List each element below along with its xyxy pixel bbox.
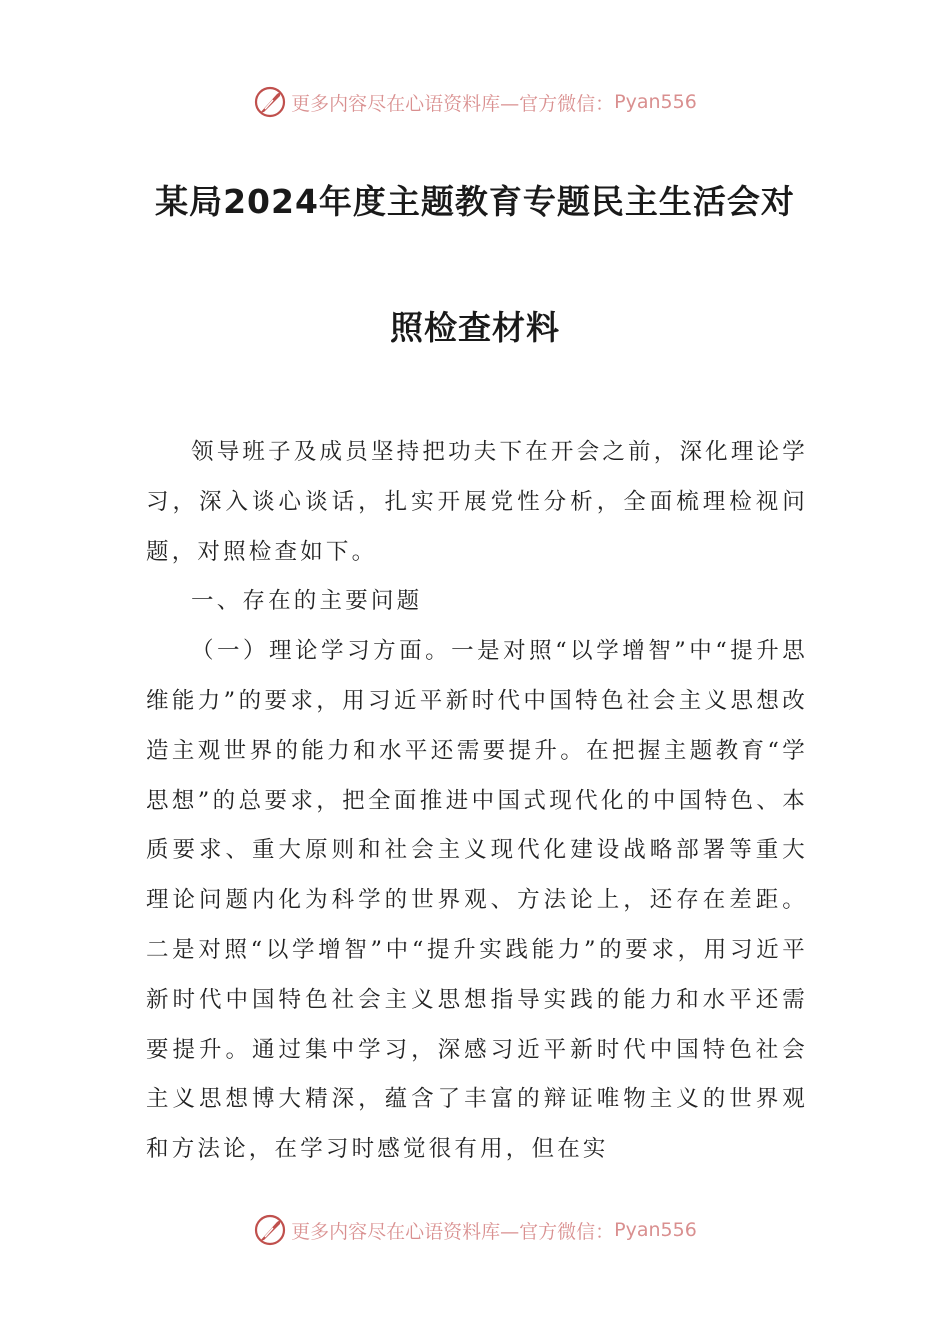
document-title-line-2: 照检查材料 <box>390 308 560 347</box>
section-heading: 一、存在的主要问题 <box>191 588 423 615</box>
header-watermark <box>0 82 950 122</box>
document-body <box>146 428 808 1175</box>
quill-logo-icon <box>253 85 287 119</box>
document-title-line-1: 某局2024年度主题教育专题民主生活会对 <box>155 182 795 221</box>
quill-logo-icon <box>253 1213 287 1247</box>
watermark-wechat-id: Pyan556 <box>614 91 697 113</box>
watermark-text: 更多内容尽在心语资料库—官方微信： <box>291 92 615 115</box>
watermark-text: 更多内容尽在心语资料库—官方微信： <box>291 1220 615 1243</box>
intro-paragraph: 领导班子及成员坚持把功夫下在开会之前，深化理论学习，深入谈心谈话，扎实开展党性分析，全面梳理检视问题，对照检查如下。 <box>146 439 808 565</box>
body-paragraph: （一）理论学习方面。一是对照“以学增智”中“提升思维能力”的要求，用习近平新时代中国特色社会主义思想改造主观世界的能力和水平还需要提升。在把握主题教育“学思想”的总要求，把全面推进中国式现代化的中国特色、本质要求、重大原则和社会主义现代化建设战略部署等重大理论问题内化为科学的世界观、方法论上，还存在差距。二是对照“以学增智”中“提升实践能力”的要求，用习近平新时代中国特色社会主义思想指导实践的能力和水平还需要提升。通过集中学习，深感习近平新时代中国特色社会主义思想博大精深，蕴含了丰富的辩证唯物主义的世界观和方法论，在学习时感觉很有用，但在实 <box>146 638 808 1163</box>
footer-watermark <box>0 1210 950 1250</box>
watermark-wechat-id: Pyan556 <box>614 1219 697 1241</box>
